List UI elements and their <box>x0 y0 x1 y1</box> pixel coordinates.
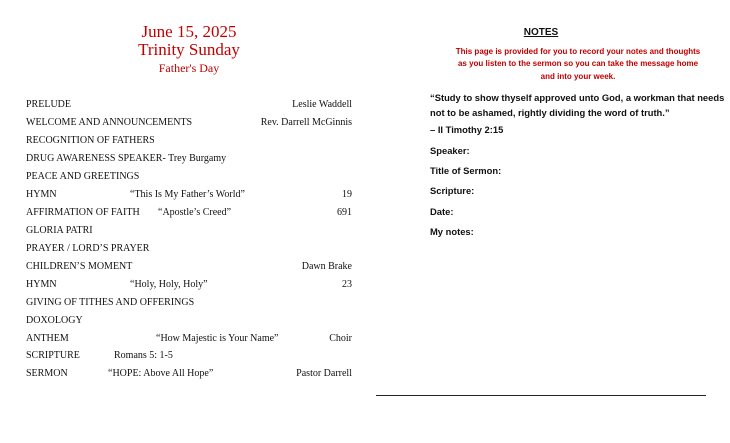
service-item-title: Romans 5: 1-5 <box>114 350 173 361</box>
service-item-name: RECOGNITION OF FATHERS <box>26 135 155 146</box>
service-item-leader: 691 <box>337 207 352 218</box>
service-item-name: PRAYER / LORD’S PRAYER <box>26 243 150 254</box>
service-item-leader: Rev. Darrell McGinnis <box>260 117 352 128</box>
service-row <box>26 170 352 184</box>
service-row <box>26 367 352 381</box>
service-item-leader: 23 <box>342 279 352 290</box>
service-item-title: “Holy, Holy, Holy” <box>130 279 208 290</box>
service-row <box>26 134 352 148</box>
service-row <box>26 349 352 363</box>
service-item-title: “This Is My Father’s World” <box>130 189 245 200</box>
sermon-title-field-label: Title of Sermon: <box>430 165 502 176</box>
service-item-leader: Leslie Waddell <box>292 99 352 110</box>
service-row <box>26 314 352 328</box>
service-row <box>26 188 352 202</box>
service-item-name: GIVING OF TITHES AND OFFERINGS <box>26 297 195 308</box>
service-row <box>26 278 352 292</box>
service-item-name: HYMN <box>26 189 57 200</box>
my-notes-field-label: My notes: <box>430 226 474 237</box>
service-row <box>26 206 352 220</box>
service-item-name: PEACE AND GREETINGS <box>26 171 140 182</box>
speaker-field-label: Speaker: <box>430 145 470 156</box>
service-item-name: WELCOME AND ANNOUNCEMENTS <box>26 117 193 128</box>
service-row <box>26 116 352 130</box>
service-item-name: SERMON <box>26 368 68 379</box>
service-item-leader: 19 <box>342 189 352 200</box>
service-item-title: “How Majestic is Your Name” <box>156 333 279 344</box>
service-item-name: CHILDREN’S MOMENT <box>26 261 133 272</box>
service-item-name: HYMN <box>26 279 57 290</box>
service-item-name: DOXOLOGY <box>26 315 83 326</box>
notes-page <box>380 0 730 443</box>
notes-instruction: This page is provided for you to record your notes and thoughts as you listen to the sermon so you can take the message home and into your week. <box>455 47 701 81</box>
service-item-title: “HOPE: Above All Hope” <box>108 368 214 379</box>
service-item-leader: Dawn Brake <box>301 261 352 272</box>
scripture-field-label: Scripture: <box>430 185 475 196</box>
bulletin-sunday-name: Trinity Sunday <box>138 40 240 59</box>
service-item-name: ANTHEM <box>26 333 69 344</box>
date-field-label: Date: <box>430 206 454 217</box>
service-row <box>26 260 352 274</box>
service-row <box>26 224 352 238</box>
service-row <box>26 242 352 256</box>
notes-bottom-line <box>376 395 706 396</box>
service-item-name: AFFIRMATION OF FAITH <box>26 207 140 218</box>
service-item-leader: Pastor Darrell <box>296 368 352 379</box>
service-item-title: “Apostle’s Creed” <box>158 207 232 218</box>
service-item-leader: Choir <box>329 333 352 344</box>
verse-reference: – II Timothy 2:15 <box>430 124 504 135</box>
scripture-verse: “Study to show thyself approved unto God, a workman that needs not to be ashamed, rightly dividing the word of truth.” <box>430 92 725 118</box>
service-item-name: DRUG AWARENESS SPEAKER- Trey Burgamy <box>26 153 227 164</box>
service-row <box>26 332 352 346</box>
service-item-name: GLORIA PATRI <box>26 225 93 236</box>
service-item-name: SCRIPTURE <box>26 350 80 361</box>
bulletin-date: June 15, 2025 <box>141 22 237 41</box>
service-row <box>26 296 352 310</box>
service-item-name: PRELUDE <box>26 99 71 110</box>
bulletin-occasion: Father's Day <box>158 61 220 75</box>
service-row <box>26 152 352 166</box>
notes-heading: NOTES <box>523 27 559 38</box>
service-row <box>26 98 352 112</box>
